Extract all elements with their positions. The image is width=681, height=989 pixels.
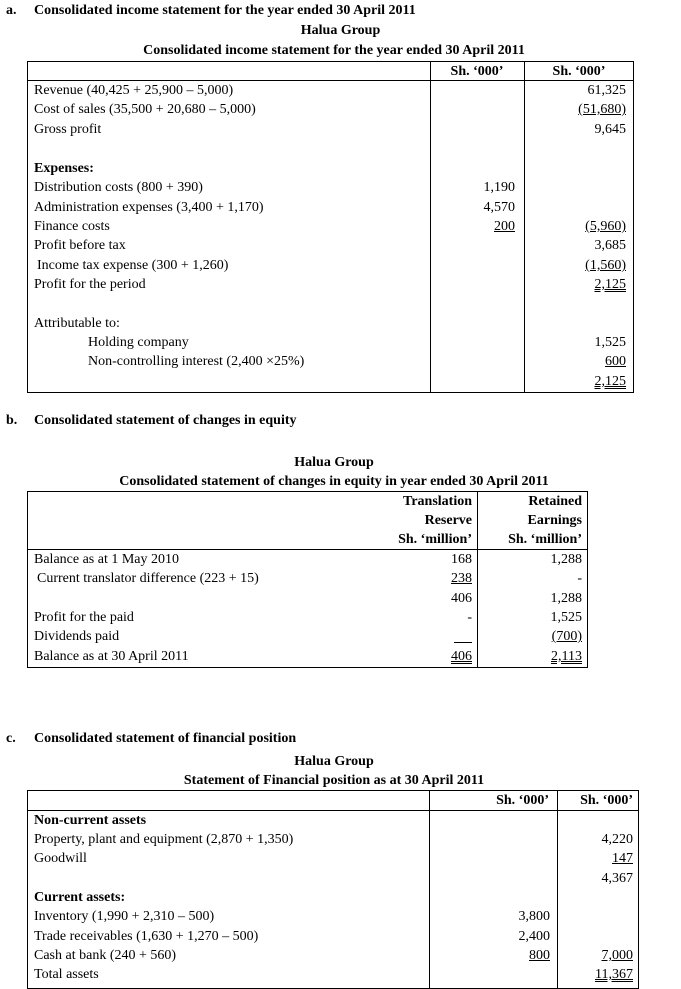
row-label: Gross profit <box>34 122 102 137</box>
row-value-text: 800 <box>529 948 550 963</box>
row-label: Non-current assets <box>34 813 147 828</box>
row-value <box>524 275 626 294</box>
row-value: 1,288 <box>550 591 582 606</box>
col1-header: Reserve <box>424 513 472 528</box>
row-value-text: 600 <box>605 354 626 369</box>
row-value: 3,800 <box>518 909 550 924</box>
row-value <box>380 647 472 666</box>
col1-header: Translation <box>403 494 472 509</box>
row-value <box>524 372 626 391</box>
row-label: Current translator difference (223 + 15) <box>37 571 259 586</box>
row-label: Total assets <box>34 967 99 982</box>
row-value: - <box>577 571 582 586</box>
row-value: 3,685 <box>594 238 626 253</box>
section-a-letter: a. <box>6 3 17 18</box>
row-label: Attributable to: <box>34 316 120 331</box>
row-label: Trade receivables (1,630 + 1,270 – 500) <box>34 929 259 944</box>
row-label: Non-controlling interest (2,400 ×25%) <box>88 354 305 369</box>
row-value-text: 200 <box>494 219 515 234</box>
row-label: Current assets: <box>34 890 126 905</box>
row-label: Administration expenses (3,400 + 1,170) <box>34 200 264 215</box>
col1-header: Sh. ‘000’ <box>450 64 504 79</box>
row-value: 1,288 <box>550 552 582 567</box>
section-b-letter: b. <box>6 413 18 428</box>
col1-header: Sh. ‘000’ <box>496 793 549 808</box>
row-label: Goodwill <box>34 851 87 866</box>
section-c-company: Halua Group <box>294 754 374 769</box>
row-value: 406 <box>451 591 472 606</box>
row-value-text: (700) <box>551 629 582 644</box>
row-value: - <box>467 610 472 625</box>
row-value: 4,220 <box>601 832 633 847</box>
row-value <box>524 217 626 236</box>
row-label: Finance costs <box>34 219 110 234</box>
row-value <box>527 965 633 984</box>
section-c-letter: c. <box>6 731 16 746</box>
row-value <box>430 217 515 236</box>
row-value <box>477 647 582 666</box>
row-value-text: 11,367 <box>595 967 633 982</box>
row-value <box>524 352 626 371</box>
row-label: Cash at bank (240 + 560) <box>34 948 177 963</box>
section-a-title: Consolidated income statement for the year ended 30 April 2011 <box>143 43 525 58</box>
row-value-text: (5,960) <box>585 219 626 234</box>
row-label: Balance as at 30 April 2011 <box>34 649 189 664</box>
row-value: 168 <box>451 552 472 567</box>
row-value: 1,525 <box>594 335 626 350</box>
row-value: 1,190 <box>483 180 515 195</box>
row-value: 4,570 <box>483 200 515 215</box>
row-label: Distribution costs (800 + 390) <box>34 180 203 195</box>
row-label: Balance as at 1 May 2010 <box>34 552 180 567</box>
row-value-text: 2,125 <box>594 374 626 389</box>
row-value: 4,367 <box>601 871 633 886</box>
row-value-text: 147 <box>612 851 633 866</box>
row-value: 1,525 <box>550 610 582 625</box>
row-value: 2,400 <box>518 929 550 944</box>
row-label: Cost of sales (35,500 + 20,680 – 5,000) <box>34 102 256 117</box>
row-value <box>477 627 582 646</box>
section-b-title: Consolidated statement of changes in equity in year ended 30 April 2011 <box>119 474 549 489</box>
row-value-text: (1,560) <box>585 258 626 273</box>
row-value-text: 406 <box>451 649 472 664</box>
row-value <box>524 256 626 275</box>
row-value <box>527 946 633 965</box>
row-label: Expenses: <box>34 161 94 176</box>
row-label: Income tax expense (300 + 1,260) <box>37 258 229 273</box>
col2-header: Retained <box>528 494 582 509</box>
divider <box>454 642 472 643</box>
row-value-text: 238 <box>451 571 472 586</box>
row-value-text: (51,680) <box>578 102 626 117</box>
row-value-text: 7,000 <box>601 948 633 963</box>
col2-header: Sh. ‘million’ <box>508 532 582 547</box>
row-label: Property, plant and equipment (2,870 + 1,350) <box>34 832 294 847</box>
row-label: Inventory (1,990 + 2,310 – 500) <box>34 909 215 924</box>
row-label: Profit for the period <box>34 277 146 292</box>
row-label: Profit before tax <box>34 238 126 253</box>
section-c-title: Statement of Financial position as at 30 April 2011 <box>183 773 485 788</box>
col2-header: Sh. ‘000’ <box>552 64 606 79</box>
col2-header: Sh. ‘000’ <box>580 793 633 808</box>
row-value <box>524 100 626 119</box>
section-c-heading: Consolidated statement of financial position <box>34 731 297 746</box>
row-label: Holding company <box>88 335 189 350</box>
section-a-company: Halua Group <box>300 23 381 38</box>
row-value-text: 2,113 <box>551 649 582 664</box>
row-value: 61,325 <box>587 83 626 98</box>
col1-header: Sh. ‘million’ <box>398 532 472 547</box>
row-value <box>527 849 633 868</box>
col2-header: Earnings <box>527 513 582 528</box>
row-value-text: 2,125 <box>594 277 626 292</box>
row-label: Dividends paid <box>34 629 120 644</box>
row-value <box>380 569 472 588</box>
section-b-company: Halua Group <box>294 455 374 470</box>
section-a-heading: Consolidated income statement for the year ended 30 April 2011 <box>34 3 416 18</box>
row-value: 9,645 <box>594 122 626 137</box>
row-label: Revenue (40,425 + 25,900 – 5,000) <box>34 83 234 98</box>
section-b-heading: Consolidated statement of changes in equity <box>34 413 297 428</box>
row-label: Profit for the paid <box>34 610 134 625</box>
